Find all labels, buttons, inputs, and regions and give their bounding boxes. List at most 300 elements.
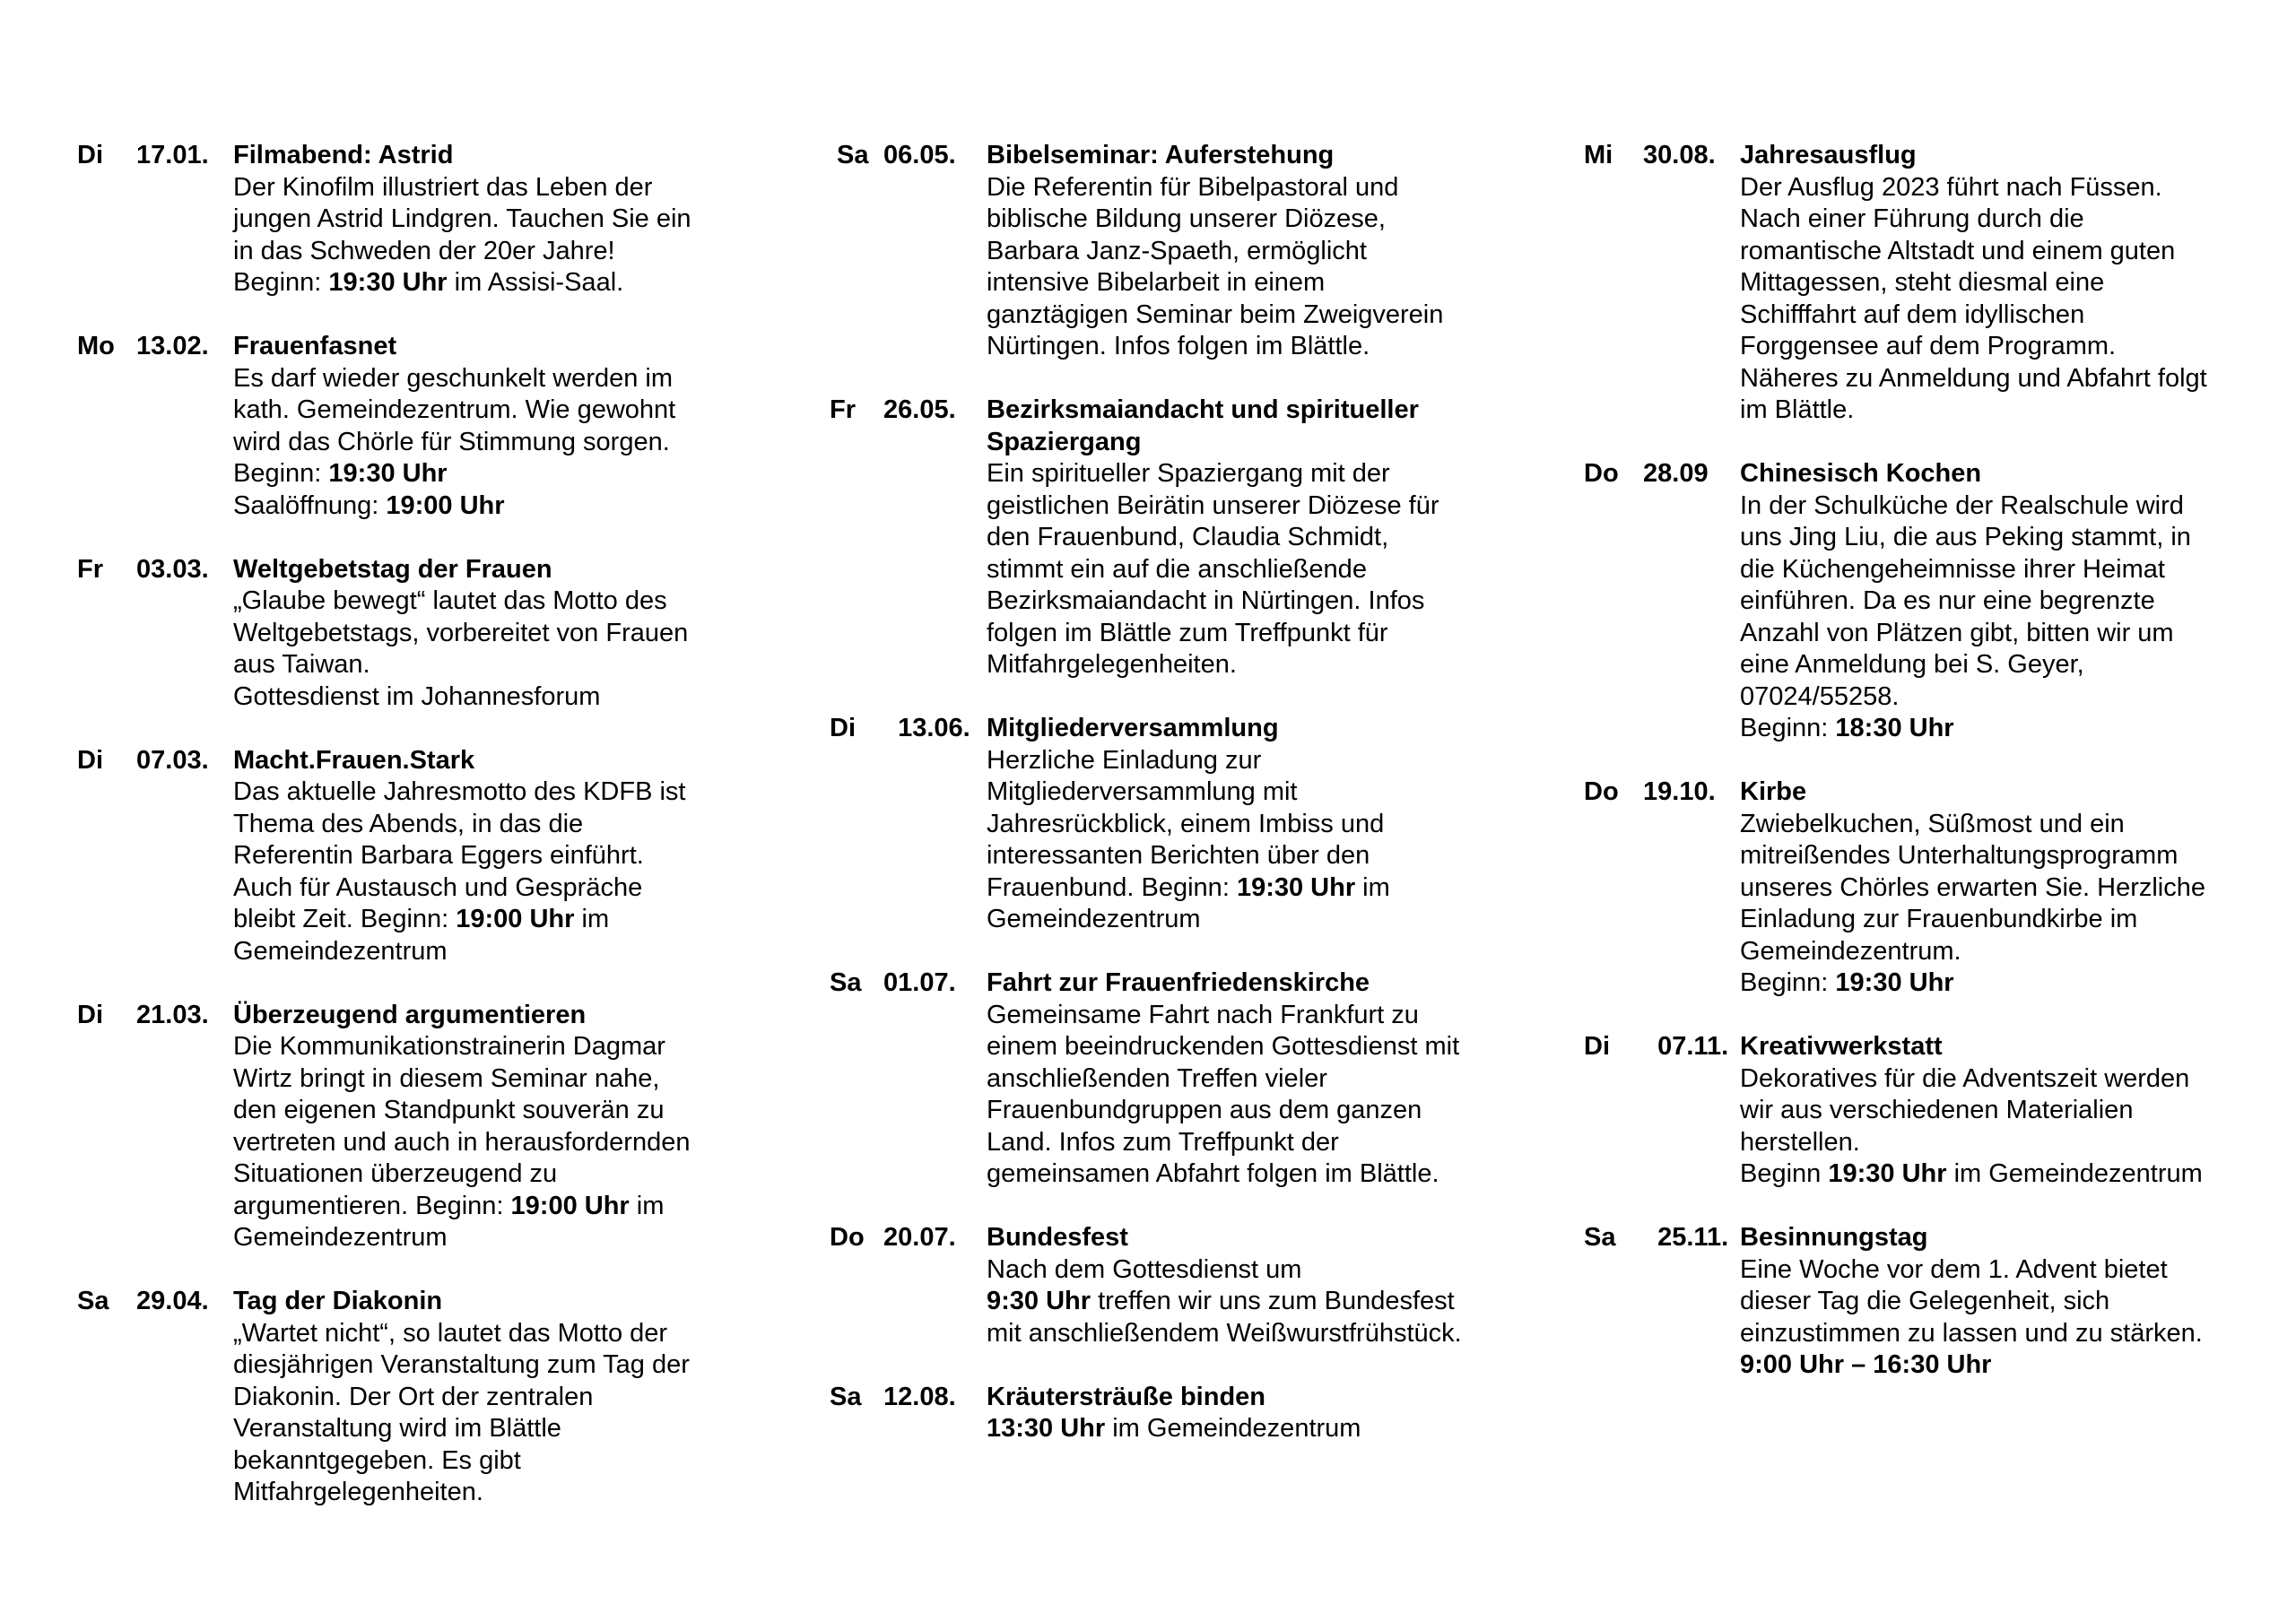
text-segment: dieser Tag die Gelegenheit, sich	[1740, 1287, 2110, 1315]
description-line	[1740, 172, 2266, 204]
event-description	[1740, 1254, 2266, 1382]
description-line	[1740, 1349, 2266, 1382]
description-line	[1740, 236, 2266, 268]
event-title	[233, 554, 759, 586]
text-segment: In der Schulküche der Realschule wird	[1740, 490, 2184, 520]
description-line	[1740, 649, 2266, 681]
text-segment: bleibt Zeit. Beginn:	[233, 905, 457, 933]
event-weekday: Fr	[830, 395, 856, 424]
description-line	[233, 776, 759, 809]
text-segment: im	[1355, 872, 1390, 902]
description-line	[987, 236, 1511, 268]
event-weekday: Do	[1584, 777, 1619, 806]
text-segment: Herzliche Einladung zur	[987, 745, 1262, 775]
description-line	[233, 681, 759, 714]
event-title-line: Macht.Frauen.Stark	[233, 745, 475, 775]
event-entry	[1584, 140, 2266, 427]
text-segment: Dekoratives für die Adventszeit werden	[1740, 1063, 2190, 1093]
text-segment: einführen. Da es nur eine begrenzte	[1740, 586, 2155, 615]
description-line	[233, 395, 759, 427]
text-segment: folgen im Blättle zum Treffpunkt für	[987, 618, 1388, 647]
event-title	[233, 745, 759, 777]
event-title-line: Bezirksmaiandacht und spiritueller	[987, 395, 1419, 424]
description-line	[233, 236, 759, 268]
text-segment: einem beeindruckenden Gottesdienst mit	[987, 1032, 1460, 1061]
text-segment: eine Anmeldung bei S. Geyer,	[1740, 650, 2084, 679]
event-date: 07.11.	[1643, 1032, 1729, 1061]
event-description	[987, 1254, 1511, 1350]
event-description	[233, 1318, 759, 1509]
text-segment: Gemeindezentrum	[233, 936, 448, 966]
description-line	[1740, 522, 2266, 554]
text-segment: Referentin Barbara Eggers einführt.	[233, 841, 644, 870]
event-title-line: Bundesfest	[987, 1223, 1128, 1252]
text-segment: Nach dem Gottesdienst um	[987, 1254, 1302, 1284]
description-line	[233, 363, 759, 395]
event-title-line: Chinesisch Kochen	[1740, 459, 1982, 488]
description-line	[233, 809, 759, 841]
event-weekday: Do	[830, 1223, 865, 1252]
text-segment: kath. Gemeindezentrum. Wie gewohnt	[233, 395, 676, 424]
event-title	[1740, 140, 2266, 172]
time-highlight: 19:00 Uhr	[510, 1191, 630, 1220]
event-date: 20.07.	[883, 1223, 956, 1252]
event-description	[233, 172, 759, 299]
event-date: 12.08.	[883, 1382, 956, 1411]
event-title-line: Spaziergang	[987, 427, 1142, 456]
event-weekday: Sa	[830, 1382, 862, 1411]
event-title-line: Tag der Diakonin	[233, 1287, 443, 1315]
event-title-line: Bibelseminar: Auferstehung	[987, 141, 1335, 169]
event-weekday: Sa	[1584, 1223, 1616, 1252]
text-segment: Mittagessen, steht diesmal eine	[1740, 268, 2105, 297]
event-entry	[77, 554, 759, 714]
text-segment: 07024/55258.	[1740, 681, 1900, 711]
event-weekday: Di	[1584, 1032, 1610, 1061]
event-date: 03.03.	[136, 554, 209, 584]
text-segment: Gemeindezentrum	[987, 905, 1201, 933]
text-segment: wir aus verschiedenen Materialien	[1740, 1096, 2134, 1124]
text-segment: „Wartet nicht“, so lautet das Motto der	[233, 1318, 668, 1348]
event-title-line: Kräutersträuße binden	[987, 1382, 1265, 1411]
description-line	[987, 585, 1511, 618]
text-segment: Veranstaltung wird im Blättle	[233, 1414, 561, 1443]
text-segment: Gemeindezentrum.	[1740, 936, 1961, 966]
text-segment: vertreten und auch in herausfordernden	[233, 1127, 691, 1157]
event-title-line: Kirbe	[1740, 777, 1807, 806]
text-segment: Eine Woche vor dem 1. Advent bietet	[1740, 1254, 2168, 1284]
event-entry	[830, 1222, 1511, 1349]
event-date: 21.03.	[136, 1000, 209, 1029]
event-title	[233, 331, 759, 363]
event-title	[1740, 1222, 2266, 1254]
event-title-line: Filmabend: Astrid	[233, 141, 454, 169]
event-weekday: Sa	[77, 1287, 109, 1315]
event-title-line: Weltgebetstag der Frauen	[233, 554, 552, 584]
event-entry	[77, 745, 759, 968]
description-line	[1740, 713, 2266, 745]
text-segment: bekanntgegeben. Es gibt	[233, 1445, 521, 1475]
event-title	[233, 1000, 759, 1032]
event-description	[233, 363, 759, 523]
description-line	[987, 331, 1511, 363]
text-segment: Situationen überzeugend zu	[233, 1159, 558, 1188]
description-line	[987, 872, 1511, 905]
description-line	[233, 172, 759, 204]
text-segment: interessanten Berichten über den	[987, 841, 1370, 870]
time-highlight: 19:30 Uhr	[1828, 1159, 1947, 1188]
text-segment: Zwiebelkuchen, Süßmost und ein	[1740, 809, 2125, 838]
event-entry	[77, 1286, 759, 1509]
description-line	[233, 204, 759, 236]
description-line	[233, 1382, 759, 1414]
description-line	[1740, 618, 2266, 650]
description-line	[233, 267, 759, 299]
event-title	[987, 967, 1511, 1000]
description-line	[233, 618, 759, 650]
description-line	[233, 490, 759, 523]
event-entry	[830, 140, 1511, 363]
text-segment: den eigenen Standpunkt souverän zu	[233, 1096, 665, 1124]
text-segment: Beginn:	[233, 459, 329, 488]
description-line	[987, 1000, 1511, 1032]
text-segment: argumentieren. Beginn:	[233, 1191, 511, 1220]
description-line	[987, 904, 1511, 936]
event-description	[233, 585, 759, 713]
description-line	[233, 1095, 759, 1127]
text-segment: Schifffahrt auf dem idyllischen	[1740, 299, 2085, 329]
description-line	[233, 649, 759, 681]
text-segment: intensive Bibelarbeit in einem	[987, 268, 1326, 297]
text-segment: Näheres zu Anmeldung und Abfahrt folgt	[1740, 363, 2207, 393]
event-weekday: Mo	[77, 332, 115, 360]
description-line	[233, 840, 759, 872]
description-line	[987, 840, 1511, 872]
text-segment: Wirtz bringt in diesem Seminar nahe,	[233, 1063, 660, 1093]
time-highlight: 9:00 Uhr – 16:30 Uhr	[1740, 1350, 1992, 1379]
text-segment: Mitgliederversammlung mit	[987, 777, 1298, 806]
description-line	[987, 458, 1511, 490]
event-title-line: Jahresausflug	[1740, 141, 1917, 169]
description-line	[1740, 1127, 2266, 1159]
description-line	[1740, 809, 2266, 841]
text-segment: Auch für Austausch und Gespräche	[233, 872, 643, 902]
event-title-line: Besinnungstag	[1740, 1223, 1928, 1252]
event-date: 01.07.	[883, 968, 956, 997]
event-weekday: Di	[77, 1000, 103, 1029]
description-line	[233, 1445, 759, 1478]
description-line	[233, 872, 759, 905]
text-segment: Thema des Abends, in das die	[233, 809, 584, 838]
description-line	[987, 522, 1511, 554]
text-segment: gemeinsamen Abfahrt folgen im Blättle.	[987, 1159, 1439, 1188]
column-1	[77, 140, 759, 1540]
description-line	[987, 1031, 1511, 1063]
event-date: 06.05.	[883, 141, 956, 169]
text-segment: im	[574, 905, 610, 933]
description-line	[987, 1254, 1511, 1287]
event-entry	[1584, 458, 2266, 745]
description-line	[987, 1318, 1511, 1350]
time-highlight: 18:30 Uhr	[1835, 714, 1954, 742]
text-segment: Beginn:	[1740, 968, 1836, 997]
description-line	[1740, 554, 2266, 586]
event-title	[1740, 776, 2266, 809]
text-segment: Nürtingen. Infos folgen im Blättle.	[987, 332, 1370, 360]
event-title	[987, 1222, 1511, 1254]
event-title-line: Kreativwerkstatt	[1740, 1032, 1943, 1061]
description-line	[233, 936, 759, 968]
event-title	[233, 140, 759, 172]
event-description	[1740, 490, 2266, 745]
description-line	[1740, 331, 2266, 363]
description-line	[1740, 1286, 2266, 1318]
event-title	[987, 1382, 1511, 1414]
description-line	[987, 1413, 1511, 1445]
description-line	[1740, 936, 2266, 968]
text-segment: die Küchengeheimnisse ihrer Heimat	[1740, 554, 2165, 584]
text-segment: Der Ausflug 2023 führt nach Füssen.	[1740, 172, 2162, 202]
description-line	[233, 1413, 759, 1445]
description-line	[233, 1031, 759, 1063]
text-segment: im Gemeindezentrum	[1946, 1159, 2203, 1188]
time-highlight: 13:30 Uhr	[987, 1414, 1106, 1443]
description-line	[1740, 490, 2266, 523]
description-line	[987, 1127, 1511, 1159]
event-title	[1740, 458, 2266, 490]
description-line	[1740, 872, 2266, 905]
text-segment: Die Kommunikationstrainerin Dagmar	[233, 1032, 665, 1061]
event-title	[1740, 1031, 2266, 1063]
time-highlight: 19:00 Uhr	[456, 905, 575, 933]
event-title	[987, 140, 1511, 172]
event-description	[987, 745, 1511, 936]
text-segment: Beginn:	[233, 268, 329, 297]
description-line	[1740, 267, 2266, 299]
event-entry	[1584, 776, 2266, 1000]
description-line	[987, 618, 1511, 650]
event-title	[987, 713, 1511, 745]
text-segment: Es darf wieder geschunkelt werden im	[233, 363, 674, 393]
text-segment: Frauenbundgruppen aus dem ganzen	[987, 1096, 1422, 1124]
description-line	[987, 172, 1511, 204]
event-entry	[1584, 1031, 2266, 1191]
text-segment: uns Jing Liu, die aus Peking stammt, in	[1740, 523, 2191, 551]
text-segment: herstellen.	[1740, 1127, 1860, 1157]
text-segment: Einladung zur Frauenbundkirbe im	[1740, 905, 2138, 933]
event-date: 17.01.	[136, 141, 209, 169]
text-segment: Frauenbund. Beginn:	[987, 872, 1237, 902]
text-segment: den Frauenbund, Claudia Schmidt,	[987, 523, 1389, 551]
description-line	[1740, 585, 2266, 618]
time-highlight: 19:30 Uhr	[328, 268, 448, 297]
event-description	[233, 776, 759, 967]
description-line	[987, 809, 1511, 841]
text-segment: geistlichen Beirätin unserer Diözese für	[987, 490, 1439, 520]
text-segment: romantische Altstadt und einem guten	[1740, 236, 2176, 265]
text-segment: Forggensee auf dem Programm.	[1740, 332, 2117, 360]
event-title	[233, 1286, 759, 1318]
text-segment: mit anschließendem Weißwurstfrühstück.	[987, 1318, 1462, 1348]
text-segment: Ein spiritueller Spaziergang mit der	[987, 459, 1390, 488]
description-line	[233, 1191, 759, 1223]
column-2	[830, 140, 1511, 1477]
time-highlight: 19:00 Uhr	[386, 490, 505, 520]
text-segment: ganztägigen Seminar beim Zweigverein	[987, 299, 1444, 329]
description-line	[987, 1286, 1511, 1318]
text-segment: Barbara Janz-Spaeth, ermöglicht	[987, 236, 1367, 265]
text-segment: Gemeindezentrum	[233, 1223, 448, 1252]
description-line	[233, 1349, 759, 1382]
column-3	[1584, 140, 2266, 1413]
event-date: 13.06.	[883, 714, 970, 742]
event-description	[987, 172, 1511, 363]
text-segment: Land. Infos zum Treffpunkt der	[987, 1127, 1339, 1157]
description-line	[987, 299, 1511, 332]
text-segment: mitreißendes Unterhaltungsprogramm	[1740, 841, 2179, 870]
event-date: 25.11.	[1643, 1223, 1729, 1252]
description-line	[233, 1477, 759, 1509]
description-line	[233, 1127, 759, 1159]
text-segment: Diakonin. Der Ort der zentralen	[233, 1382, 594, 1411]
event-entry	[77, 140, 759, 299]
description-line	[987, 1158, 1511, 1191]
text-segment: im	[629, 1191, 665, 1220]
text-segment: Beginn	[1740, 1159, 1829, 1188]
event-date: 28.09	[1643, 459, 1709, 488]
text-segment: Anzahl von Plätzen gibt, bitten wir um	[1740, 618, 2174, 647]
event-date: 19.10.	[1643, 777, 1716, 806]
description-line	[1740, 1095, 2266, 1127]
text-segment: Weltgebetstags, vorbereitet von Frauen	[233, 618, 689, 647]
event-title-line: Fahrt zur Frauenfriedenskirche	[987, 968, 1370, 997]
text-segment: treffen wir uns zum Bundesfest	[1091, 1287, 1455, 1315]
event-title-line: Frauenfasnet	[233, 332, 397, 360]
description-line	[1740, 681, 2266, 714]
text-segment: Nach einer Führung durch die	[1740, 204, 2084, 233]
text-segment: Mitfahrgelegenheiten.	[987, 650, 1237, 679]
text-segment: Beginn:	[1740, 714, 1836, 742]
event-date: 29.04.	[136, 1287, 209, 1315]
text-segment: im Assisi-Saal.	[447, 268, 624, 297]
description-line	[1740, 1158, 2266, 1191]
description-line	[987, 554, 1511, 586]
text-segment: Das aktuelle Jahresmotto des KDFB ist	[233, 777, 686, 806]
description-line	[1740, 967, 2266, 1000]
event-description	[233, 1031, 759, 1254]
description-line	[1740, 299, 2266, 332]
text-segment: im Gemeindezentrum	[1105, 1414, 1361, 1443]
text-segment: „Glaube bewegt“ lautet das Motto des	[233, 586, 667, 615]
text-segment: Der Kinofilm illustriert das Leben der	[233, 172, 653, 202]
text-segment: Gemeinsame Fahrt nach Frankfurt zu	[987, 1000, 1419, 1029]
description-line	[1740, 1254, 2266, 1287]
event-entry	[77, 1000, 759, 1254]
text-segment: biblische Bildung unserer Diözese,	[987, 204, 1386, 233]
description-line	[1740, 1318, 2266, 1350]
text-segment: diesjährigen Veranstaltung zum Tag der	[233, 1350, 690, 1379]
description-line	[987, 1063, 1511, 1096]
description-line	[987, 776, 1511, 809]
event-description	[987, 1413, 1511, 1445]
description-line	[233, 427, 759, 459]
description-line	[233, 1318, 759, 1350]
description-line	[987, 649, 1511, 681]
description-line	[233, 1063, 759, 1096]
text-segment: Jahresrückblick, einem Imbiss und	[987, 809, 1385, 838]
event-description	[987, 1000, 1511, 1191]
event-entry	[1584, 1222, 2266, 1382]
time-highlight: 19:30 Uhr	[328, 459, 448, 488]
text-segment: in das Schweden der 20er Jahre!	[233, 236, 615, 265]
text-segment: aus Taiwan.	[233, 650, 370, 679]
event-weekday: Di	[77, 745, 103, 775]
description-line	[1740, 1063, 2266, 1096]
event-date: 30.08.	[1643, 141, 1716, 169]
description-line	[233, 1158, 759, 1191]
description-line	[987, 267, 1511, 299]
text-segment: wird das Chörle für Stimmung sorgen.	[233, 427, 670, 456]
event-weekday: Mi	[1584, 141, 1613, 169]
text-segment: anschließenden Treffen vieler	[987, 1063, 1327, 1093]
time-highlight: 9:30 Uhr	[987, 1287, 1091, 1315]
description-line	[1740, 363, 2266, 395]
text-segment: stimmt ein auf die anschließende	[987, 554, 1367, 584]
text-segment: jungen Astrid Lindgren. Tauchen Sie ein	[233, 204, 691, 233]
event-weekday: Di	[77, 141, 103, 169]
text-segment: einzustimmen zu lassen und zu stärken.	[1740, 1318, 2203, 1348]
event-description	[1740, 1063, 2266, 1191]
text-segment: Die Referentin für Bibelpastoral und	[987, 172, 1399, 202]
event-weekday: Di	[830, 714, 856, 742]
text-segment: Mitfahrgelegenheiten.	[233, 1478, 483, 1506]
text-segment: im Blättle.	[1740, 395, 1855, 424]
description-line	[1740, 840, 2266, 872]
event-weekday: Do	[1584, 459, 1619, 488]
description-line	[987, 1095, 1511, 1127]
event-entry	[77, 331, 759, 522]
event-date: 26.05.	[883, 395, 956, 424]
time-highlight: 19:30 Uhr	[1236, 872, 1356, 902]
text-segment: Gottesdienst im Johannesforum	[233, 681, 601, 711]
event-weekday: Sa	[830, 968, 862, 997]
description-line	[987, 490, 1511, 523]
description-line	[233, 1222, 759, 1254]
description-line	[233, 585, 759, 618]
description-line	[1740, 904, 2266, 936]
text-segment: unseres Chörles erwarten Sie. Herzliche	[1740, 872, 2205, 902]
event-entry	[830, 1382, 1511, 1445]
text-segment: Saalöffnung:	[233, 490, 387, 520]
description-line	[987, 204, 1511, 236]
event-title	[987, 395, 1511, 458]
description-line	[233, 904, 759, 936]
time-highlight: 19:30 Uhr	[1835, 968, 1954, 997]
description-line	[233, 458, 759, 490]
event-entry	[830, 713, 1511, 936]
description-line	[1740, 204, 2266, 236]
event-description	[1740, 172, 2266, 427]
text-segment: Bezirksmaiandacht in Nürtingen. Infos	[987, 586, 1425, 615]
event-entry	[830, 395, 1511, 681]
description-line	[987, 745, 1511, 777]
event-title-line: Mitgliederversammlung	[987, 714, 1279, 742]
event-date: 13.02.	[136, 332, 209, 360]
event-date: 07.03.	[136, 745, 209, 775]
event-title-line: Überzeugend argumentieren	[233, 1000, 587, 1029]
event-description	[987, 458, 1511, 681]
event-weekday: Sa	[830, 141, 869, 169]
